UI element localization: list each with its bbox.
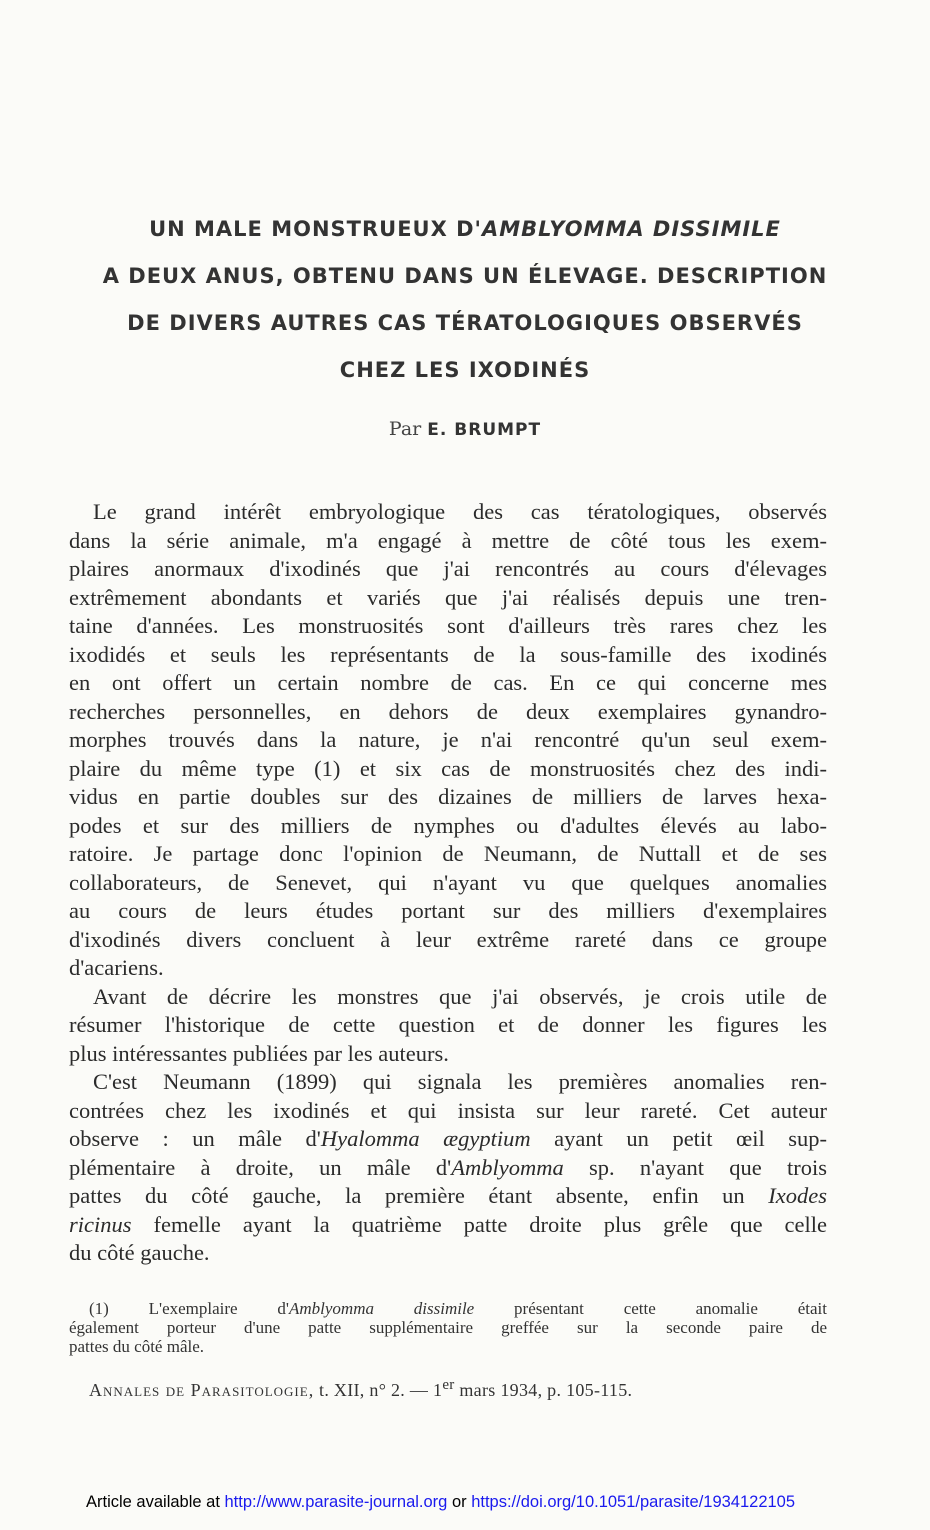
- author-name: E. BRUMPT: [427, 420, 542, 440]
- footer-separator: or: [447, 1493, 472, 1511]
- body-line: en ont offert un certain nombre de cas. En ce qui concerne mes: [69, 670, 827, 695]
- article-title: [60, 206, 870, 394]
- author-prefix: Par: [388, 418, 422, 440]
- footnote-line: également porteur d'une patte supplémentaire greffée sur la seconde paire de: [69, 1318, 827, 1337]
- species-name: ricinus: [69, 1211, 132, 1237]
- body-line: recherches personnelles, en dehors de deux exemplaires gynandro-: [69, 698, 827, 724]
- body-line: observe : un mâle d'Hyalomma ægyptium ayant un petit œil sup-: [69, 1126, 827, 1151]
- body-line: dans la série animale, m'a engagé à mettre de côté tous les exem-: [69, 527, 827, 553]
- body-line: collaborateurs, de Senevet, qui n'ayant vu que quelques anomalies: [69, 869, 827, 895]
- title-line-2: A DEUX ANUS, OBTENU DANS UN ÉLEVAGE. DESCRIPTION: [102, 264, 828, 288]
- body-line: plus intéressantes publiées par les auteurs.: [69, 1040, 449, 1066]
- body-line: ratoire. Je partage donc l'opinion de Neumann, de Nuttall et de ses: [69, 841, 827, 866]
- body-line: plémentaire à droite, un mâle d'Amblyomma sp. n'ayant que trois: [69, 1154, 827, 1180]
- body-line: vidus en partie doubles sur des dizaines de milliers de larves hexa-: [69, 784, 827, 809]
- body-line: du côté gauche.: [69, 1240, 210, 1265]
- citation-volume: t. XII, n° 2. — 1: [319, 1380, 443, 1400]
- body-line: plaires anormaux d'ixodinés que j'ai rencontrés au cours d'élevages: [69, 556, 827, 581]
- body-line: Avant de décrire les monstres que j'ai observés, je crois utile de: [93, 983, 827, 1009]
- citation-date-pages: mars 1934, p. 105-115.: [454, 1380, 633, 1400]
- body-line: Le grand intérêt embryologique des cas tératologiques, observés: [93, 499, 827, 524]
- body-text: [69, 498, 827, 1268]
- body-line: contrées chez les ixodinés et qui insista sur leur rareté. Cet auteur: [69, 1097, 827, 1123]
- body-line: plaire du même type (1) et six cas de monstruosités chez des indi-: [69, 755, 827, 781]
- body-line: C'est Neumann (1899) qui signala les premières anomalies ren-: [93, 1069, 827, 1094]
- body-line: ricinus femelle ayant la quatrième patte droite plus grêle que celle: [69, 1211, 827, 1237]
- body-line: d'acariens.: [69, 955, 164, 980]
- body-line: au cours de leurs études portant sur des milliers d'exemplaires: [69, 898, 827, 923]
- body-line: ixodidés et seuls les représentants de la sous-famille des ixodinés: [69, 641, 827, 667]
- journal-name: Annales de Parasitologie,: [89, 1380, 315, 1400]
- journal-link[interactable]: http://www.parasite-journal.org: [224, 1493, 448, 1511]
- footer-prefix: Article available at: [86, 1493, 225, 1511]
- title-line-1: UN MALE MONSTRUEUX D'AMBLYOMMA DISSIMILE: [149, 217, 781, 241]
- availability-footer: [86, 1493, 795, 1512]
- title-line-4: CHEZ LES IXODINÉS: [339, 358, 591, 382]
- footnote: [69, 1299, 827, 1356]
- species-name: Hyalomma ægyptium: [320, 1126, 531, 1151]
- body-line: taine d'années. Les monstruosités sont d'ailleurs très rares chez les: [69, 613, 827, 638]
- species-name: Amblyomma: [451, 1154, 564, 1180]
- species-name: Ixodes: [768, 1183, 827, 1208]
- species-name: Amblyomma dissimile: [288, 1299, 475, 1318]
- body-line: pattes du côté gauche, la première étant absente, enfin un Ixodes: [69, 1183, 827, 1208]
- footnote-line: (1) L'exemplaire d'Amblyomma dissimile présentant cette anomalie était: [89, 1299, 827, 1318]
- body-line: résumer l'historique de cette question et de donner les figures les: [69, 1012, 827, 1037]
- footnote-line: pattes du côté mâle.: [69, 1337, 205, 1356]
- journal-citation: [89, 1377, 632, 1401]
- author-byline: [0, 418, 930, 440]
- title-line-3: DE DIVERS AUTRES CAS TÉRATOLOGIQUES OBSERVÉS: [127, 311, 803, 335]
- citation-superscript: er: [442, 1377, 455, 1393]
- body-line: podes et sur des milliers de nymphes ou d'adultes élevés au labo-: [69, 812, 827, 838]
- title-species-name: AMBLYOMMA DISSIMILE: [481, 217, 781, 241]
- body-line: d'ixodinés divers concluent à leur extrême rareté dans ce groupe: [69, 926, 827, 952]
- body-line: morphes trouvés dans la nature, je n'ai rencontré qu'un seul exem-: [69, 727, 827, 752]
- doi-link[interactable]: https://doi.org/10.1051/parasite/1934122105: [471, 1493, 796, 1511]
- body-line: extrêmement abondants et variés que j'ai réalisés depuis une tren-: [69, 584, 827, 610]
